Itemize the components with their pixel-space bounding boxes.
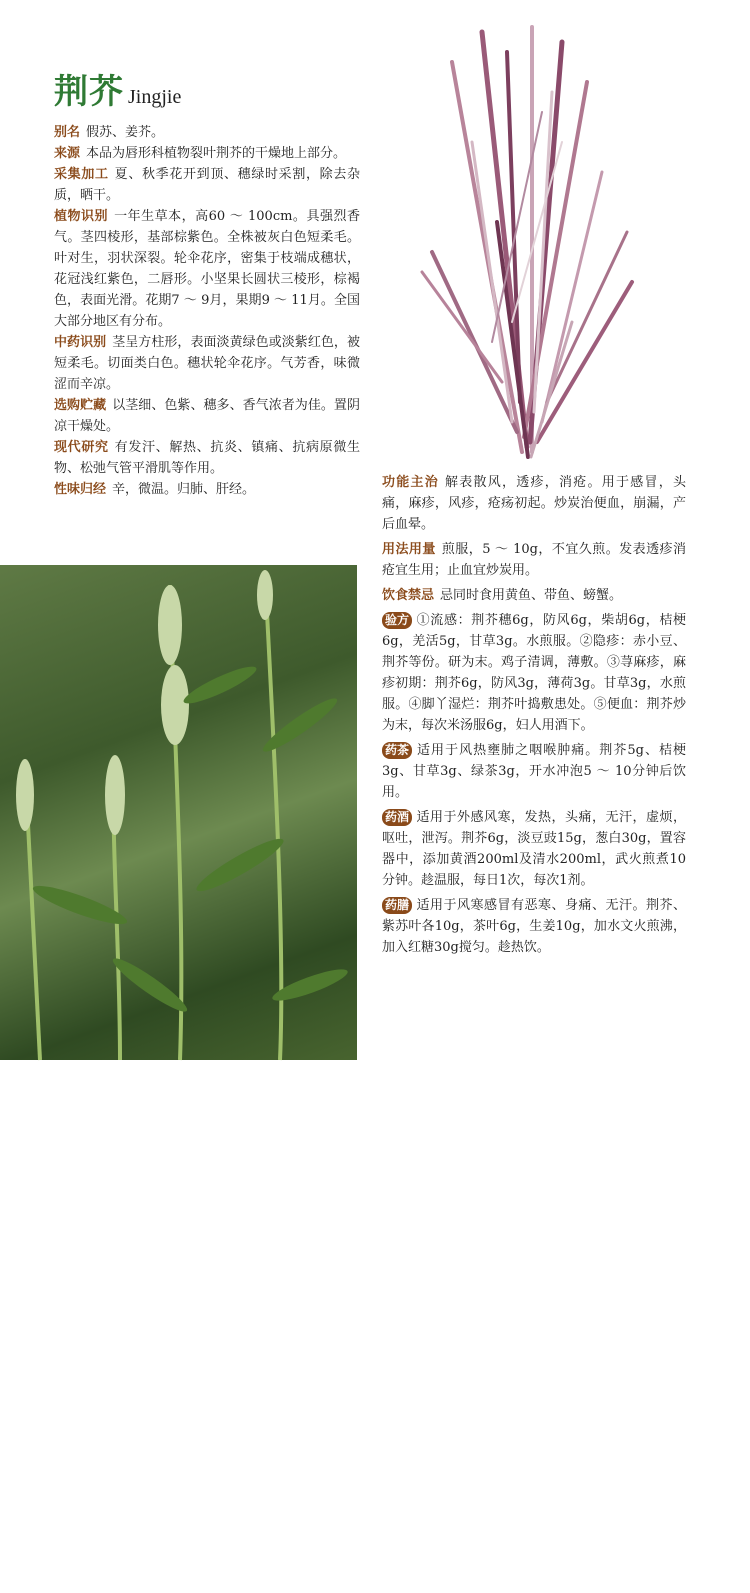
entry-alias [54, 122, 360, 143]
entry-harvest [54, 164, 360, 206]
left-column [54, 122, 360, 500]
entry-text: 本品为唇形科植物裂叶荆芥的干燥地上部分。 [86, 146, 347, 161]
entry-function [382, 472, 686, 535]
entry-text: 茎呈方柱形，表面淡黄绿色或淡紫红色，被短柔毛。切面类白色。穗状轮伞花序。气芳香，味微涩而辛凉。 [54, 335, 360, 392]
entry-text: 辛，微温。归肺、肝经。 [112, 482, 256, 497]
entry-text: 解表散风，透疹，消疮。用于感冒，头痛，麻疹，风疹，疮疡初起。炒炭治便血，崩漏，产后血晕。 [382, 475, 686, 532]
entry-text: ①流感：荆芥穗6g，防风6g，柴胡6g，桔梗6g，羌活5g，甘草3g。水煎服。②隐疹：赤小豆、荆芥等份。研为末。鸡子清调，薄敷。③荨麻疹，麻疹初期：荆芥6g，防风3g，薄荷3g。甘草3g，水煎服。④脚丫湿烂：荆芥叶捣敷患处。⑤便血：荆芥炒为末，每次米汤服6g，妇人用酒下。 [382, 613, 686, 733]
page-title [54, 64, 181, 113]
entry-text: 以茎细、色紫、穗多、香气浓者为佳。置阴凉干燥处。 [54, 398, 360, 434]
entry-label: 选购贮藏 [54, 398, 107, 413]
right-column [382, 472, 686, 962]
tag-badge: 药酒 [382, 809, 412, 826]
entry-label: 中药识别 [54, 335, 107, 350]
entry-nature [54, 479, 360, 500]
entry-text: 有发汗、解热、抗炎、镇痛、抗病原微生物、松弛气管平滑肌等作用。 [54, 440, 360, 476]
plant-illustration [0, 565, 357, 1060]
entry-text: 一年生草本，高60 ～ 100cm。具强烈香气。茎四棱形，基部棕紫色。全株被灰白色短柔毛。叶对生，羽状深裂。轮伞花序，密集于枝端成穗状，花冠浅红紫色，二唇形。小坚果长圆状三棱形，棕褐色，表面光滑。花期7 ～ 9月，果期9 ～ 11月。全国大部分地区有分布。 [54, 209, 360, 329]
entry-medicinal-wine [382, 807, 686, 891]
tag-badge: 验方 [382, 612, 412, 629]
entry-label: 性味归经 [54, 482, 107, 497]
entry-source [54, 143, 360, 164]
title-chinese: 荆芥 [54, 72, 124, 112]
entry-herb-id [54, 332, 360, 395]
entry-prescription [382, 610, 686, 736]
entry-label: 功能主治 [382, 475, 439, 490]
entry-text: 忌同时食用黄鱼、带鱼、螃蟹。 [440, 588, 623, 603]
entry-herbal-tea [382, 740, 686, 803]
entry-text: 假苏、姜芥。 [86, 125, 165, 140]
entry-text: 煎服，5 ～ 10g，不宜久煎。发表透疹消疮宜生用；止血宜炒炭用。 [382, 542, 686, 578]
plant-photo [0, 565, 357, 1592]
title-pinyin: Jingjie [128, 86, 182, 108]
dried-herb-image [412, 22, 644, 462]
tag-badge: 药膳 [382, 897, 412, 914]
entry-usage [382, 539, 686, 581]
entry-research [54, 437, 360, 479]
entry-label: 饮食禁忌 [382, 588, 435, 603]
entry-label: 植物识别 [54, 209, 109, 224]
entry-text: 适用于外感风寒，发热，头痛，无汗，虚烦，呕吐，泄泻。荆芥6g，淡豆豉15g，葱白30g，置容器中，添加黄酒200ml及清水200ml，武火煎煮10分钟。趁温服，每日1次，每次1剂。 [382, 810, 686, 888]
entry-storage [54, 395, 360, 437]
entry-label: 别名 [54, 125, 81, 140]
entry-label: 现代研究 [54, 440, 109, 455]
entry-medicinal-diet [382, 895, 686, 958]
entry-label: 用法用量 [382, 542, 436, 557]
entry-label: 采集加工 [54, 167, 109, 182]
page-number: 064 [26, 1577, 47, 1592]
tag-badge: 药茶 [382, 742, 412, 759]
entry-text: 夏、秋季花开到顶、穗绿时采割，除去杂质，晒干。 [54, 167, 360, 203]
entry-text: 适用于风寒感冒有恶寒、身痛、无汗。荆芥、紫苏叶各10g，茶叶6g，生姜10g，加水文火煎沸，加入红糖30g搅匀。趁热饮。 [382, 898, 686, 955]
entry-taboo [382, 585, 686, 606]
entry-text: 适用于风热壅肺之咽喉肿痛。荆芥5g、桔梗3g、甘草3g、绿茶3g，开水冲泡5 ～ 10分钟后饮用。 [382, 743, 686, 800]
entry-plant-id [54, 206, 360, 332]
entry-label: 来源 [54, 146, 81, 161]
